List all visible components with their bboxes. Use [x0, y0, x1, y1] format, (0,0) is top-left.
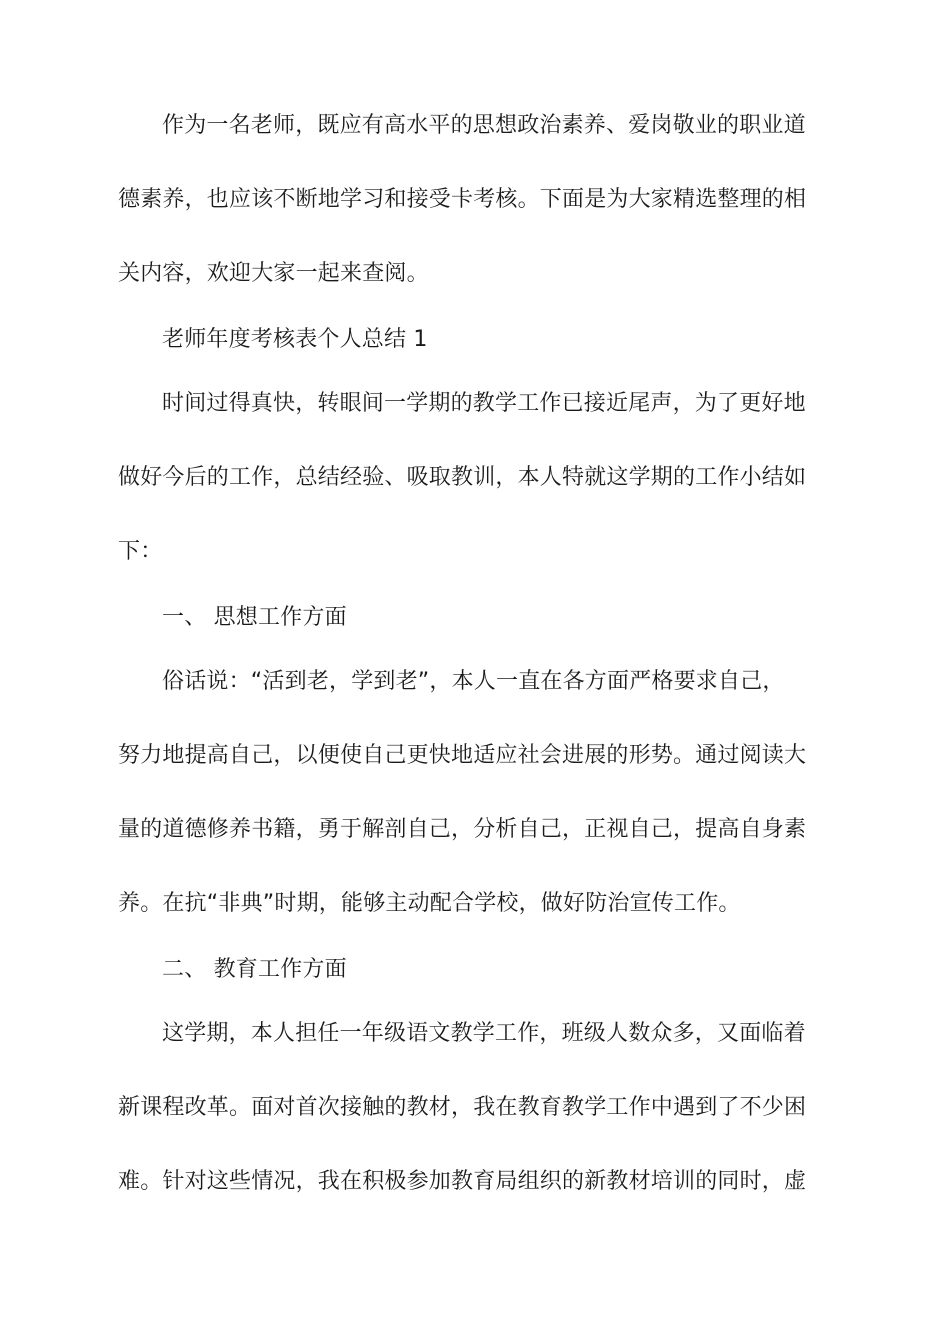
paragraph-3-line-3: 难。针对这些情况，我在积极参加教育局组织的新教材培训的同时，虚	[118, 1169, 807, 1194]
intro-paragraph-line-3: 关内容，欢迎大家一起来查阅。	[118, 261, 429, 286]
subheading-2: 二、 教育工作方面	[162, 957, 347, 982]
paragraph-3-line-1: 这学期，本人担任一年级语文教学工作，班级人数众多，又面临着	[162, 1021, 806, 1046]
paragraph-2-line-3: 量的道德修养书籍，勇于解剖自己，分析自己，正视自己，提高自身素	[118, 817, 807, 842]
paragraph-2-line-1: 俗话说：“活到老，学到老”，本人一直在各方面严格要求自己，	[162, 669, 785, 694]
paragraph-1-line-2: 做好今后的工作，总结经验、吸取教训，本人特就这学期的工作小结如	[118, 465, 807, 490]
paragraph-2-line-4: 养。在抗“非典”时期，能够主动配合学校，做好防治宣传工作。	[118, 891, 741, 916]
intro-paragraph-line-1: 作为一名老师，既应有高水平的思想政治素养、爱岗敬业的职业道	[162, 113, 806, 138]
intro-paragraph-line-2: 德素养，也应该不断地学习和接受卡考核。下面是为大家精选整理的相	[118, 187, 807, 212]
paragraph-1-line-3: 下：	[118, 539, 163, 564]
paragraph-2-line-2: 努力地提高自己，以便使自己更快地适应社会进展的形势。通过阅读大	[118, 743, 807, 768]
paragraph-1-line-1: 时间过得真快，转眼间一学期的教学工作已接近尾声，为了更好地	[162, 391, 806, 416]
subheading-1: 一、 思想工作方面	[162, 605, 347, 630]
section-title: 老师年度考核表个人总结 1	[162, 327, 428, 352]
paragraph-3-line-2: 新课程改革。面对首次接触的教材，我在教育教学工作中遇到了不少困	[118, 1095, 807, 1120]
